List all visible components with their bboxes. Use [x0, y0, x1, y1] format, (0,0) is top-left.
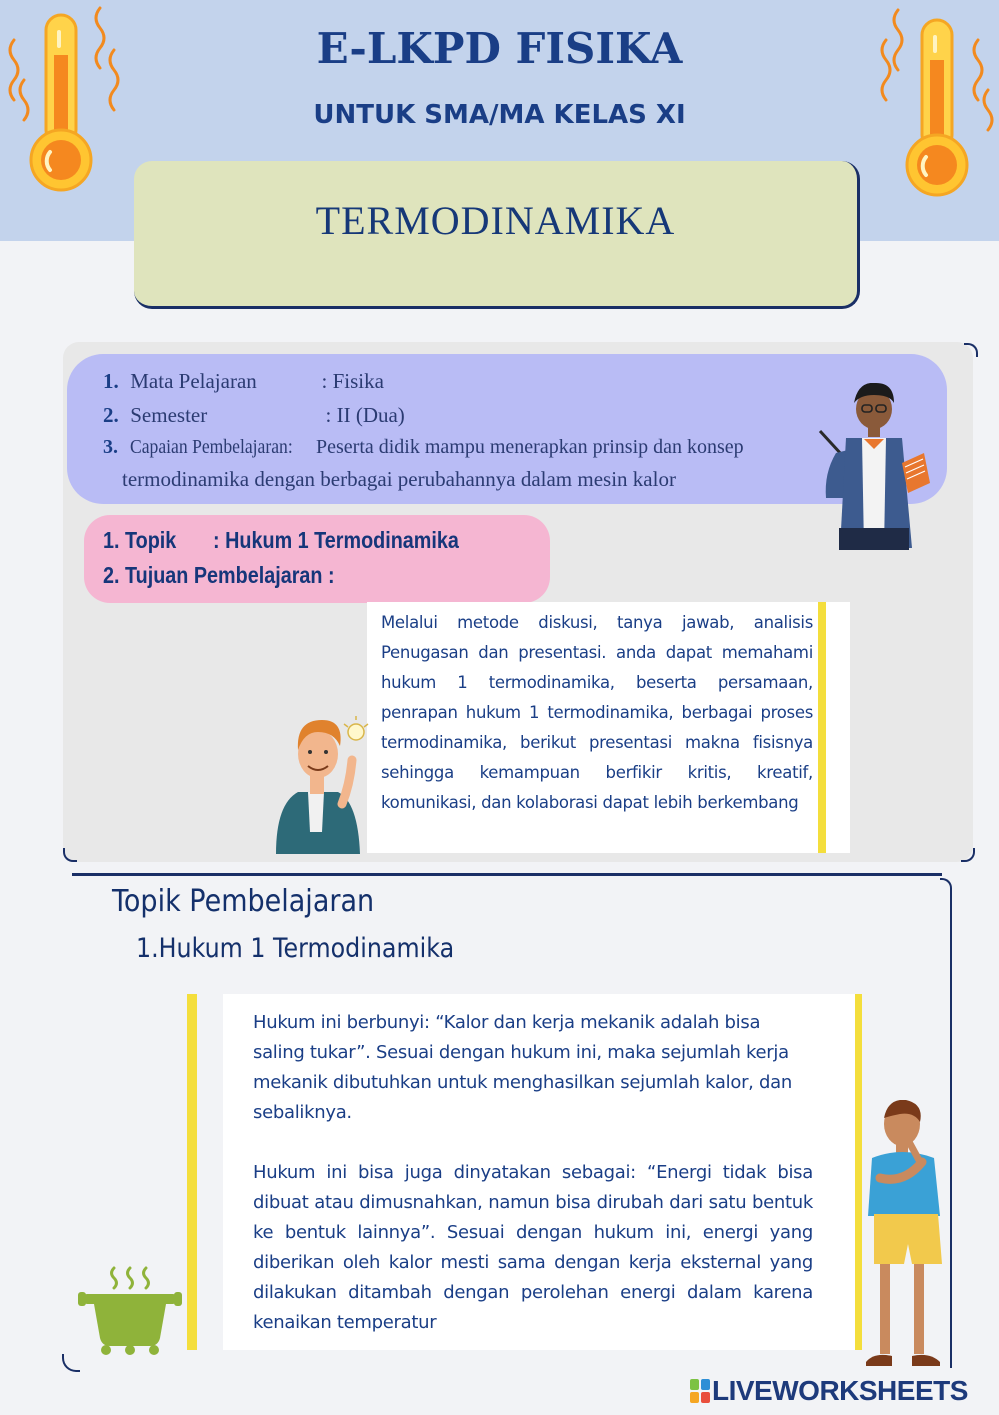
thinking-boy-illustration: [862, 1100, 950, 1378]
panel-corner: [961, 848, 975, 862]
section-corner: [62, 1354, 80, 1372]
lesson-paragraph-2: Hukum ini bisa juga dinyatakan sebagai: “Energi tidak bisa dibuat atau dimusnahkan, namun bisa dirubah dari satu bentuk ke bentuk lainnya”. Sesuai dengan hukum ini, energi yang diberikan oleh kalor mesti sama dengan kerja eksternal yang dilakukan ditambah dengan perolehan energi dalam karena kenaikan temperatur: [253, 1162, 813, 1333]
lesson-accent-bar-right: [855, 994, 862, 1350]
page-subtitle: UNTUK SMA/MA KELAS XI: [313, 100, 686, 130]
info-item-achievement-continuation: termodinamika dengan berbagai perubahannya dalam mesin kalor: [122, 467, 676, 491]
idea-man-illustration: [272, 714, 372, 856]
liveworksheets-logo: [690, 1374, 968, 1408]
topic-item-topic: 1. Topik : Hukum 1 Termodinamika: [103, 527, 459, 553]
liveworksheets-logo-icon: [690, 1379, 710, 1403]
topic-banner: [134, 161, 860, 309]
topic-item-goal: 2. Tujuan Pembelajaran :: [103, 562, 335, 588]
steaming-pot-icon: [78, 1266, 182, 1356]
topic-banner-text: TERMODINAMIKA: [315, 198, 676, 243]
info-item-achievement-value: Peserta didik mampu menerapkan prinsip dan konsep: [316, 436, 744, 458]
section-right-border: [950, 888, 952, 1368]
learning-goal-text: Melalui metode diskusi, tanya jawab, analisis Penugasan dan presentasi. anda dapat memahami hukum 1 termodinamika, beserta persamaan, penrapan hukum 1 termodinamika, berbagai proses termodinamika, berikut presentasi makna fisisnya sehingga kemampuan berfikir kritis, kreatif, komunikasi, dan kolaborasi dapat lebih berkembang: [381, 613, 813, 812]
panel-corner: [63, 848, 77, 862]
goal-accent-bar: [818, 602, 826, 853]
section-top-border: [72, 873, 942, 876]
page-title: E-LKPD FISIKA: [316, 24, 683, 73]
lesson-accent-bar-left: [187, 994, 197, 1350]
panel-corner: [964, 343, 978, 357]
info-item-semester: 2. Semester : II (Dua): [103, 403, 405, 427]
section-title: Topik Pembelajaran: [112, 884, 375, 919]
lesson-paragraph-1: Hukum ini berbunyi: “Kalor dan kerja mekanik adalah bisa saling tukar”. Sesuai dengan hukum ini, maka sejumlah kerja mekanik dibutuhkan untuk menghasilkan sejumlah kalor, dan sebaliknya.: [253, 1012, 792, 1123]
subsection-title: 1.Hukum 1 Termodinamika: [136, 933, 455, 964]
teacher-illustration: [806, 383, 931, 553]
info-item-achievement: 3. Capaian Pembelajaran:: [103, 436, 293, 458]
liveworksheets-brand-text: LIVEWORKSHEETS: [712, 1375, 968, 1406]
info-item-subject: 1. Mata Pelajaran : Fisika: [103, 369, 384, 393]
